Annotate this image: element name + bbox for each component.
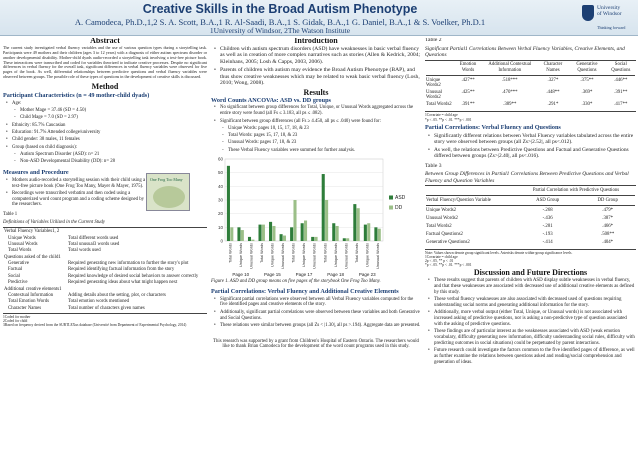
y-tick-label: 50 bbox=[217, 170, 223, 176]
results-item: ◦ Total Words: pages 15, 17, 18, & 23 bbox=[221, 133, 421, 139]
table1-note: 3Based on frequency derived from the SUBTLEXus database (Université from Department of Experimental Psychology, 2014) bbox=[3, 323, 187, 328]
correlations-left-item: • Additionally, significant partial correlations were observed between these variables and both Generative and Social Questions. bbox=[213, 310, 421, 322]
university-logo bbox=[582, 3, 634, 33]
poster-title: Creative Skills in the Broad Autism Phenotype bbox=[142, 2, 418, 16]
discussion-item: • These results suggest that parents of children with ASD display subtle weaknesses in verbal fluency, and that these weaknesses are associated with decreased use of additional creative elements as defined by this study. bbox=[427, 278, 636, 295]
table3-span-header: Partial Correlation with Predictive Questions bbox=[532, 187, 620, 193]
bar-dd bbox=[293, 200, 296, 241]
participant-item: ◦ Mother Mage = 37.46 (SD = 4.50) bbox=[13, 108, 207, 114]
y-tick-label: 60 bbox=[217, 156, 223, 162]
bar-asd bbox=[258, 225, 261, 241]
table-row: Social Required knowledge of desired social behaviors to answer correctly bbox=[8, 273, 199, 279]
table1-section: Additional creative elements1 bbox=[4, 286, 62, 292]
participant-item: ◦ Non-ASD Developmental Disability (DD): n= 28 bbox=[13, 159, 207, 165]
bar-dd bbox=[272, 226, 275, 241]
column-right bbox=[425, 38, 636, 454]
table1-note: 1Coded for mother bbox=[3, 314, 31, 319]
bar-dd bbox=[230, 227, 233, 241]
x-tick-label: Unusual Words bbox=[312, 243, 317, 269]
results-subheading: Word Counts ANCOVAs: ASD vs. DD groups bbox=[211, 96, 331, 104]
table3-note: Note: Values shown denote group significant levels. Asterisks denote within-group significance levels. bbox=[425, 250, 573, 255]
table1-note: 2Coded for child bbox=[3, 318, 28, 323]
bar-dd bbox=[357, 208, 360, 241]
x-tick-label: Total Words bbox=[291, 243, 296, 264]
table3-caption: Between Group Differences in Partial1 Correlations Between Predictive Questions and Verbal Fluency and Question Variables bbox=[425, 171, 629, 184]
table-row: Generative Questions2 -.414 .404* bbox=[426, 239, 614, 245]
introduction-heading: Introduction bbox=[294, 38, 338, 45]
x-tick-label: Unusual Words bbox=[375, 243, 380, 269]
bar-dd bbox=[346, 238, 349, 241]
bar-dd bbox=[251, 240, 254, 241]
bar-chart bbox=[211, 155, 421, 279]
discussion-item: • Future research could investigate the factors common to the five identified pages of difference, as well as further examine the relations between questions asked and reading/social comprehension and generation of ideas. bbox=[427, 348, 636, 365]
bar-asd bbox=[248, 237, 251, 241]
participant-item: • Group (based on child diagnosis): bbox=[5, 145, 207, 151]
poster-authors: A. Camodeca, Ph.D.,1,2 S. A. Scott, B.A.,1 R. Al-Saadi, B.A.,1 S. Gidak, B.A.,1 G. Daniel, B.A.,1 & S. Voelker, Ph.D.1 bbox=[74, 17, 486, 27]
y-tick-label: 20 bbox=[217, 211, 223, 217]
results-item: ◦ Unusual Words: pages 17, 18, & 23 bbox=[221, 140, 421, 146]
bar-asd bbox=[374, 227, 377, 241]
table-row: Unusual Words2 -.436 .387* bbox=[426, 215, 614, 221]
results-heading: Results bbox=[303, 87, 329, 97]
bar-dd bbox=[325, 200, 328, 241]
crest-icon bbox=[582, 5, 594, 21]
legend-swatch-dd bbox=[389, 206, 393, 210]
participant-item: ◦ Child Mage = 7.0 (SD = 2.97) bbox=[13, 115, 207, 121]
table2-note: *p < .05. **p < .01. ***p < .001 bbox=[425, 117, 472, 122]
table1-section: Verbal Fluency Variables1, 2 bbox=[4, 229, 60, 235]
x-tick-label: Unusual Words bbox=[344, 243, 349, 269]
x-tick-label: Total Words bbox=[260, 243, 265, 264]
table-row: Total Emotion Words Total emotion words mentioned bbox=[8, 299, 130, 305]
table-row: Factual Questions2 -.193 .508** bbox=[426, 231, 615, 237]
measures-heading: Measures and Procedure bbox=[3, 168, 69, 176]
bar-asd bbox=[364, 225, 367, 241]
participant-item: • Ethnicity: 85.7% Caucasian bbox=[5, 123, 207, 129]
x-tick-label: Unusual Words bbox=[281, 243, 286, 269]
table2-label: Table 2 bbox=[425, 38, 442, 43]
participants-heading: Participant Characteristics (n = 49 mother-child dyads) bbox=[3, 91, 150, 99]
group-label: Page 18 bbox=[327, 272, 344, 278]
bar-asd bbox=[280, 234, 283, 241]
book-cover-image bbox=[146, 173, 190, 211]
participant-item: • Child gender: 38 males, 11 females bbox=[5, 137, 207, 143]
acknowledgement: This research was supported by a grant from Children's Hospital of Eastern Ontario. The researchers would like to thank Brian Camodeca for the development of the word count programs used in this study. bbox=[213, 338, 419, 350]
table-header-row: Verbal Fluency/Question Variable ASD Group DD Group bbox=[426, 197, 618, 203]
table-row: Unique Words2 .427** .518*** .327* .375** .446** bbox=[426, 77, 628, 89]
table-row: Generative Required generating new information to further the story's plot bbox=[8, 261, 189, 267]
results-item: ◦ These Verbal Fluency variables were summed for further analysis. bbox=[221, 148, 421, 154]
table-row: Factual Required identifying factual information from the story bbox=[8, 267, 175, 273]
results-item: • Significant between group differences (all Fs ≥ 4.450, all ps ≤ .040) were found for: bbox=[213, 119, 421, 125]
poster-affiliations: 1University of Windsor, 2The Watson Institute bbox=[209, 26, 351, 35]
y-tick-label: 10 bbox=[217, 224, 223, 230]
correlations-right-list bbox=[427, 133, 636, 160]
table-row: Unusual Words2 .425** .470*** .448** .369* .391** bbox=[426, 89, 628, 101]
bar-dd bbox=[378, 229, 381, 241]
table-row: Predictive Required generating ideas about what might happen next bbox=[8, 280, 178, 286]
method-heading: Method bbox=[91, 82, 119, 92]
bar-dd bbox=[304, 221, 307, 242]
measures-item: • Recordings were transcribed verbatim and then coded using a computerized word count program and a coding scheme designed by the researchers. bbox=[5, 191, 147, 208]
table-row: Total Words2 .391** .389** .291* .330* .417** bbox=[426, 101, 628, 107]
table1-caption: Definitions of Variables Utilized in the Current Study bbox=[3, 219, 106, 225]
legend-label-asd: ASD bbox=[395, 195, 406, 202]
book-title: One Frog Too Many bbox=[150, 177, 183, 182]
table1-label: Table 1 bbox=[3, 212, 18, 218]
table3-note: 2p < .05, ** p < .01 bbox=[425, 258, 454, 263]
bar-dd bbox=[241, 230, 244, 241]
bar-asd bbox=[311, 237, 314, 241]
participants-list bbox=[5, 101, 207, 165]
bar-dd bbox=[262, 225, 265, 241]
table-row: Unique Words2 -.268 .479* bbox=[426, 207, 614, 213]
group-label: Page 15 bbox=[264, 272, 281, 278]
table1 bbox=[3, 229, 207, 312]
x-tick-label: Unique Words bbox=[270, 243, 275, 268]
table-row: Total Words2 -.281 .466* bbox=[426, 223, 614, 229]
participant-item: ◦ Autism Spectrum Disorder (ASD): n= 21 bbox=[13, 152, 207, 158]
correlations-right-heading: Partial Correlations: Verbal Fluency and Questions bbox=[425, 123, 561, 131]
abstract-heading: Abstract bbox=[90, 38, 120, 45]
logo-text: University of Windsor bbox=[597, 5, 622, 17]
column-left bbox=[3, 38, 207, 454]
correlations-left-list bbox=[213, 297, 421, 329]
x-tick-label: Total Words bbox=[323, 243, 328, 264]
results-item: ◦ Unique Words: pages 10, 15, 17, 18, & 23 bbox=[221, 126, 421, 132]
legend-label-dd: DD bbox=[395, 205, 403, 212]
discussion-heading: Discussion and Future Directions bbox=[473, 268, 588, 278]
bar-asd bbox=[269, 222, 272, 241]
x-tick-label: Unique Words bbox=[239, 243, 243, 268]
bar-asd bbox=[290, 227, 293, 241]
bar-asd bbox=[322, 174, 325, 241]
bar-asd bbox=[353, 204, 356, 241]
correlations-right-item: • Significantly different relations between Verbal Fluency variables tabulated across the entire story were observed between groups (all Zs>|2.52|, all ps<.012). bbox=[427, 133, 636, 146]
legend-swatch-asd bbox=[389, 196, 393, 200]
discussion-item: • These verbal fluency weaknesses are also associated with decreased used of questions requiring understanding social norms and generating additional information for the story. bbox=[427, 297, 636, 309]
logo-tagline: Thinking forward bbox=[597, 25, 626, 30]
table3-note: 1Covariate = child age bbox=[425, 254, 458, 259]
x-tick-label: Unusual Words bbox=[249, 243, 254, 269]
correlations-left-item: • Significant partial correlations were observed between all Verbal Fluency variables computed for the five identified pages and creative elements of the story. bbox=[213, 297, 421, 309]
table2-caption: Significant Partial1 Correlations Between Verbal Fluency Variables, Creative Elements, and Questions bbox=[425, 45, 625, 59]
table-row: Unique Words Total different words used bbox=[8, 235, 119, 241]
bar-asd bbox=[227, 166, 230, 241]
group-label: Page 17 bbox=[295, 272, 313, 278]
participant-item: • Age: bbox=[5, 101, 207, 107]
table1-section: Questions asked of the child1 bbox=[4, 254, 61, 260]
bar-asd bbox=[332, 223, 335, 241]
column-middle bbox=[211, 38, 421, 454]
abstract-text: The current study investigated verbal fluency variables and the use of various question types during a storytelling task. Participants were 49 mothers and their children (ages 3 to 12 years) with a diagnosis of either autism spectrum disorder or another developmental disability. Mother-child dyads audio-recorded a storytelling task involving a text-free picture book. These interactions were transcribed and coded for variables theorized to indicate creative processes. Despite no significant differences in verbal fluency for the overall task, significant differences in verbal fluency variables were observed for five pages of the book. As well, differential relationships between predictive questions and verbal fluency variables were observed between groups. The possible role of these types of questions in the development of creative skills is discussed. bbox=[3, 44, 207, 80]
table-header-row: Emotion Words Additional Contextual Information Character Names Generative Questions Social Questions bbox=[459, 62, 631, 73]
table3-note: *p < .05. **p < .01. ***p < .001 bbox=[425, 263, 472, 268]
table3 bbox=[425, 187, 636, 247]
group-label: Page 10 bbox=[232, 272, 250, 278]
table3-label: Table 3 bbox=[425, 162, 442, 169]
y-tick-label: 30 bbox=[217, 197, 223, 203]
correlations-left-item: • These relations were similar between groups (all Zs < |1.30|, all ps >.194). Aggregate data are presented. bbox=[213, 323, 421, 329]
bar-dd bbox=[336, 226, 339, 241]
bar-asd bbox=[301, 223, 304, 241]
discussion-list bbox=[427, 278, 636, 365]
table-row: Character Names Total number of characters given names bbox=[8, 305, 145, 311]
table2 bbox=[425, 62, 636, 111]
bar-asd bbox=[237, 227, 240, 241]
y-tick-label: 0 bbox=[220, 238, 223, 244]
introduction-list bbox=[213, 46, 421, 87]
table-row: Contextual Information Adding details about the setting, plot, or characters bbox=[8, 292, 166, 298]
introduction-item: • Parents of children with autism may evidence the Broad Autism Phenotype (BAP), and thus show creative weaknesses which may be related to weak basic verbal fluency (Losh, 2010; Wong, 2008). bbox=[213, 67, 421, 87]
frog-illustration bbox=[153, 186, 185, 208]
x-tick-label: Unique Words bbox=[365, 243, 370, 268]
measures-list bbox=[5, 178, 147, 208]
results-item: • No significant between group differences for Total, Unique, or Unusual Words aggregated across the entire story were found (all Fs ≤ 3.183, all ps ≤ .082). bbox=[213, 105, 421, 117]
bar-dd bbox=[315, 237, 318, 241]
x-tick-label: Total Words bbox=[354, 243, 359, 264]
table-row: Unusual Words Total unusual3 words used bbox=[8, 241, 120, 247]
bar-asd bbox=[343, 238, 346, 241]
discussion-item: • Additionally, more verbal output (either Total, Unique, or Unusual words) is not associated with increased asking of predictive questions, nor is asking a non-predictive type of question associated with the asking of predictive questions. bbox=[427, 310, 636, 327]
x-tick-label: Unique Words bbox=[302, 243, 307, 268]
y-tick-label: 40 bbox=[217, 183, 223, 189]
x-tick-label: Total Words bbox=[228, 243, 233, 264]
bar-chart-svg bbox=[211, 155, 421, 279]
figure-caption: Figure 1. ASD and DD group means on five pages of the storybook One Frog Too Many. bbox=[211, 279, 381, 285]
table2-note: 1Covariate = child age bbox=[425, 113, 458, 118]
bar-dd bbox=[367, 223, 370, 241]
group-label: Page 23 bbox=[358, 272, 376, 278]
x-tick-label: Unique Words bbox=[333, 243, 338, 268]
discussion-item: • These findings are of particular interest as the weaknesses associated with ASD (weak emotion vocabulary, difficulty generating new information, difficulty understanding social rules, difficulty with predicting outcomes in social situations) could be perpetuated by parent interactions. bbox=[427, 329, 636, 346]
measures-item: • Mothers audio-recorded a storytelling session with their child using a text-free picture book (One Frog Too Many, Mayer & Mayer, 1975). bbox=[5, 178, 147, 190]
bar-dd bbox=[283, 236, 286, 241]
correlations-right-item: • As well, the relations between Predictive Questions and Factual and Generative Questions differed between groups (Zs>|2.40|, all ps<.016). bbox=[427, 147, 636, 160]
results-list bbox=[213, 105, 421, 153]
introduction-item: • Children with autism spectrum disorders (ASD) have weaknesses in basic verbal fluency as well as in creation of more complex narratives such as stories (Allen & Kedrick, 2004; Kleinhans, 2005; Losh & Capps, 2003, 2006). bbox=[213, 46, 421, 66]
participant-item: • Education: 91.7% Attended college/university bbox=[5, 130, 207, 136]
correlations-left-heading: Partial Correlations: Verbal Fluency and Additional Creative Elements bbox=[211, 287, 399, 295]
table-row: Total Words Total words used bbox=[8, 248, 101, 254]
